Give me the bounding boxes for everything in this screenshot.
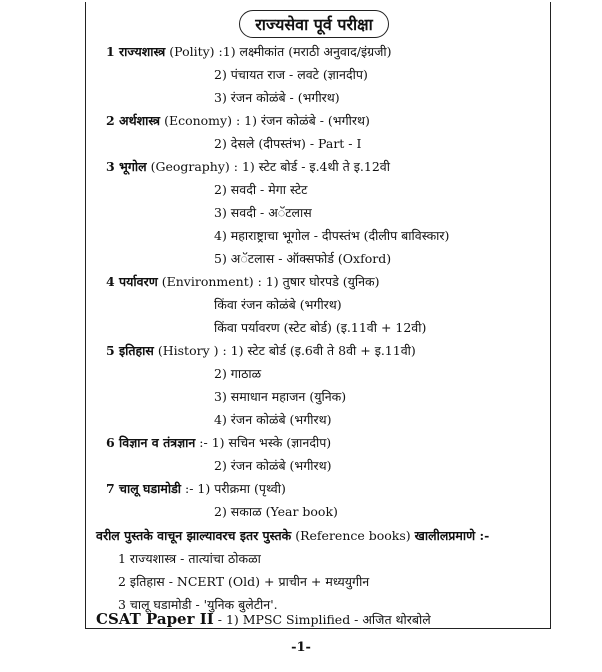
page-number: -1-	[291, 640, 311, 655]
reference-intro	[96, 528, 489, 544]
reference-item: 2 इतिहास - NCERT (Old) + प्राचीन + मध्ययुगीन	[118, 574, 370, 589]
book-item: 2) रंजन कोळंबे (भगीरथ)	[214, 458, 332, 473]
section-label: :-	[185, 481, 194, 496]
reference-intro-b: (Reference books)	[295, 528, 411, 543]
book-item: 1) सचिन भस्के (ज्ञानदीप)	[211, 435, 332, 450]
section-label: (Economy) :	[164, 113, 241, 128]
reference-item: 1 राज्यशास्त्र - तात्यांचा ठोकळा	[118, 551, 261, 566]
section-environment	[106, 274, 380, 290]
book-item: 4) महाराष्ट्राचा भूगोल - दीपस्तंभ (दीलीप बाविस्कार)	[214, 228, 450, 243]
section-geography	[106, 159, 390, 175]
section-head: 2 अर्थशास्त्र	[106, 113, 161, 128]
section-label: (Polity) :	[169, 44, 223, 59]
section-head: 6 विज्ञान व तंत्रज्ञान	[106, 435, 196, 450]
section-head: 4 पर्यावरण	[106, 274, 158, 289]
book-item: 1) तुषार घोरपडे (युनिक)	[265, 274, 380, 289]
book-item: किंवा पर्यावरण (स्टेट बोर्ड) (इ.11वी + 12वी)	[214, 320, 427, 335]
reference-intro-a: वरील पुस्तके वाचून झाल्यावरच इतर पुस्तके	[96, 528, 292, 543]
section-label: :-	[199, 435, 208, 450]
section-polity	[106, 44, 392, 60]
section-label: (Environment) :	[161, 274, 262, 289]
book-item: 2) सवदी - मेगा स्टेट	[214, 182, 308, 197]
section-economy	[106, 113, 370, 129]
section-label: (History ) :	[157, 343, 227, 358]
book-item: 4) रंजन कोळंबे (भगीरथ)	[214, 412, 332, 427]
book-item: 3) सवदी - अॅटलास	[214, 205, 312, 220]
book-item: किंवा रंजन कोळंबे (भगीरथ)	[214, 297, 342, 312]
book-item: 5) अॅटलास - ऑक्सफोर्ड (Oxford)	[214, 251, 392, 266]
csat-book: - 1) MPSC Simplified - अजित थोरबोले	[217, 612, 431, 627]
section-head: 3 भूगोल	[106, 159, 147, 174]
book-item: 2) देसले (दीपस्तंभ) - Part - I	[214, 136, 362, 151]
reference-item: 3 चालू घडामोडी - 'युनिक बुलेटीन'.	[118, 597, 278, 612]
book-item: 1) स्टेट बोर्ड (इ.6वी ते 8वी + इ.11वी)	[230, 343, 416, 358]
section-head: 7 चालू घडामोडी	[106, 481, 182, 496]
section-science-technology	[106, 435, 331, 451]
book-item: 1) परीक्रमा (पृथ्वी)	[197, 481, 286, 496]
section-head: 5 इतिहास	[106, 343, 154, 358]
section-current-affairs	[106, 481, 286, 497]
csat-line	[96, 608, 431, 631]
book-item: 3) रंजन कोळंबे - (भगीरथ)	[214, 90, 340, 105]
page-title: राज्यसेवा पूर्व परीक्षा	[239, 10, 389, 38]
csat-head: CSAT Paper II	[96, 610, 214, 628]
book-item: 2) गाठाळ	[214, 366, 262, 381]
book-item: 1) रंजन कोळंबे - (भगीरथ)	[244, 113, 370, 128]
section-label: (Geography) :	[150, 159, 238, 174]
section-head: 1 राज्यशास्त्र	[106, 44, 166, 59]
book-item: 1) स्टेट बोर्ड - इ.4थी ते इ.12वी	[241, 159, 390, 174]
book-item: 2) पंचायत राज - लवटे (ज्ञानदीप)	[214, 67, 368, 82]
reference-intro-c: खालीलप्रमाणे :-	[414, 528, 490, 543]
book-item: 2) सकाळ (Year book)	[214, 504, 338, 519]
section-history	[106, 343, 416, 359]
book-item: 3) समाधान महाजन (युनिक)	[214, 389, 347, 404]
book-item: 1) लक्ष्मीकांत (मराठी अनुवाद/इंग्रजी)	[222, 44, 392, 59]
